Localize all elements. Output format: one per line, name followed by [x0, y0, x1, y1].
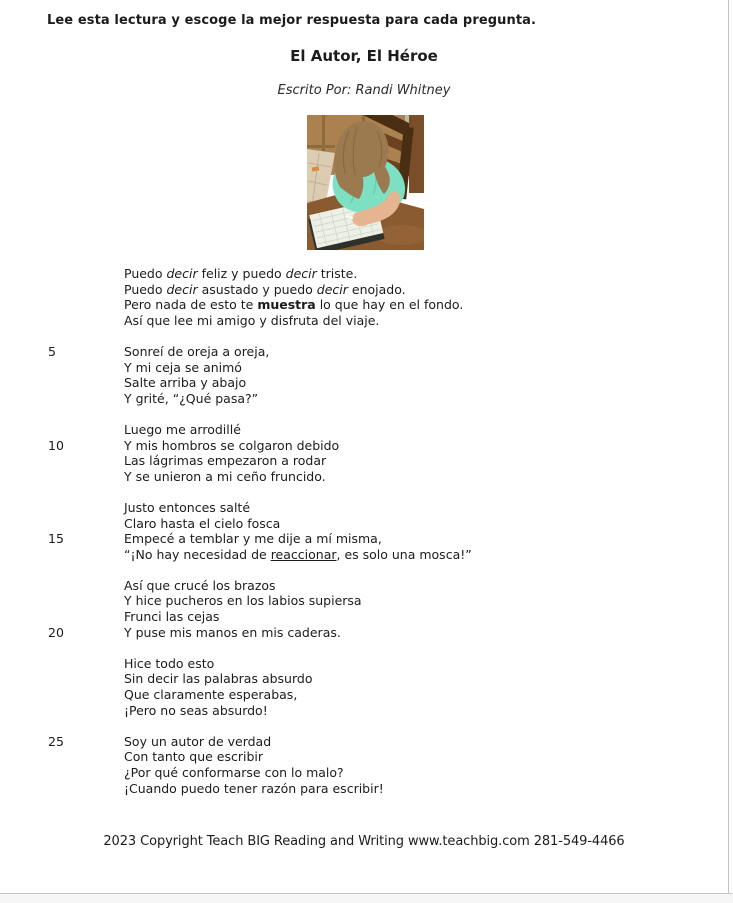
poem-line — [48, 344, 472, 360]
poem-line-text: Y puse mis manos en mis caderas. — [124, 624, 341, 640]
poem-line-text: Justo entonces salté — [124, 499, 251, 515]
poem-line-text: Y mi ceja se animó — [124, 359, 242, 375]
poem-line-text: Puedo decir asustado y puedo decir enojado. — [124, 281, 406, 297]
poem-stanza — [48, 344, 472, 406]
line-number — [48, 360, 124, 376]
poem-line — [48, 687, 472, 703]
poem-line — [48, 609, 472, 625]
poem-line-text: Que claramente esperabas, — [124, 687, 298, 703]
poem-line-text: Hice todo esto — [124, 655, 215, 671]
poem-line — [48, 593, 472, 609]
poem-stanza — [48, 266, 472, 328]
poem-line-text: Pero nada de esto te muestra lo que hay en el fondo. — [124, 297, 464, 313]
line-number: 5 — [48, 343, 56, 359]
poem-line — [48, 313, 472, 329]
poem-line-text: Luego me arrodillé — [124, 421, 241, 437]
poem-line — [48, 266, 472, 282]
line-number — [48, 703, 124, 719]
poem — [48, 266, 472, 812]
line-number: 15 — [48, 531, 64, 547]
poem-line — [48, 734, 472, 750]
line-number — [48, 391, 124, 407]
poem-stanza — [48, 734, 472, 796]
poem-line — [48, 625, 472, 641]
poem-line — [48, 391, 472, 407]
poem-line — [48, 297, 472, 313]
poem-line — [48, 547, 472, 563]
line-number — [48, 578, 124, 594]
passage-title: El Autor, El Héroe — [290, 47, 438, 65]
poem-line-text: “¡No hay necesidad de reaccionar, es solo una mosca!” — [124, 546, 472, 562]
line-number — [48, 469, 124, 485]
poem-line — [48, 282, 472, 298]
line-number — [48, 500, 124, 516]
poem-stanza — [48, 656, 472, 718]
poem-line-text: Sonreí de oreja a oreja, — [124, 343, 270, 359]
poem-line-text: Salte arriba y abajo — [124, 375, 247, 391]
line-number — [48, 516, 124, 532]
poem-line — [48, 749, 472, 765]
poem-line — [48, 671, 472, 687]
poem-stanza — [48, 500, 472, 562]
poem-line-text: ¡Pero no seas absurdo! — [124, 702, 268, 718]
poem-line — [48, 438, 472, 454]
line-number — [48, 749, 124, 765]
author-byline: Escrito Por: Randi Whitney — [277, 83, 451, 98]
poem-line — [48, 656, 472, 672]
line-number — [48, 765, 124, 781]
poem-line-text: Sin decir las palabras absurdo — [124, 671, 313, 687]
line-number — [48, 453, 124, 469]
poem-line-text: Puedo decir feliz y puedo decir triste. — [124, 266, 358, 281]
line-number — [48, 656, 124, 672]
poem-line — [48, 422, 472, 438]
poem-line-text: Y mis hombros se colgaron debido — [124, 437, 340, 453]
poem-line-text: Empecé a temblar y me dije a mí misma, — [124, 531, 382, 547]
line-number — [48, 593, 124, 609]
poem-line — [48, 469, 472, 485]
instruction-text: Lee esta lectura y escoge la mejor respuesta para cada pregunta. — [47, 13, 537, 28]
line-number — [48, 547, 124, 563]
poem-line-text: ¿Por qué conformarse con lo malo? — [124, 765, 344, 780]
line-number: 25 — [48, 733, 64, 749]
poem-line — [48, 453, 472, 469]
line-number: 10 — [48, 437, 64, 453]
line-number — [48, 313, 124, 329]
poem-line-text: ¡Cuando puedo tener razón para escribir! — [124, 780, 384, 796]
line-number — [48, 375, 124, 391]
poem-line — [48, 516, 472, 532]
poem-line-text: Con tanto que escribir — [124, 749, 264, 765]
poem-line — [48, 500, 472, 516]
line-number — [48, 266, 124, 282]
copyright-footer: 2023 Copyright Teach BIG Reading and Writing www.teachbig.com 281-549-4466 — [103, 834, 625, 849]
line-number — [48, 282, 124, 298]
line-number — [48, 687, 124, 703]
poem-line — [48, 578, 472, 594]
poem-stanza — [48, 578, 472, 640]
horizontal-scrollbar[interactable] — [0, 894, 733, 903]
line-number — [48, 422, 124, 438]
line-number — [48, 781, 124, 797]
line-number — [48, 671, 124, 687]
poem-line — [48, 781, 472, 797]
poem-line — [48, 360, 472, 376]
photo-girl-writing — [307, 115, 424, 250]
poem-line-text: Claro hasta el cielo fosca — [124, 515, 281, 531]
poem-line-text: Frunci las cejas — [124, 609, 220, 625]
poem-line-text: Así que crucé los brazos — [124, 577, 276, 593]
poem-line-text: Así que lee mi amigo y disfruta del viaje. — [124, 312, 380, 328]
line-number — [48, 609, 124, 625]
poem-line — [48, 765, 472, 781]
line-number: 20 — [48, 624, 64, 640]
poem-line — [48, 531, 472, 547]
poem-line-text: Las lágrimas empezaron a rodar — [124, 453, 327, 469]
photo-illustration — [307, 115, 424, 250]
poem-line — [48, 375, 472, 391]
poem-stanza — [48, 422, 472, 484]
poem-line — [48, 703, 472, 719]
poem-line-text: Y hice pucheros en los labios supiersa — [124, 593, 362, 609]
line-number — [48, 297, 124, 313]
poem-line-text: Soy un autor de verdad — [124, 733, 272, 749]
poem-line-text: Y grité, “¿Qué pasa?” — [124, 390, 259, 406]
poem-line-text: Y se unieron a mi ceño fruncido. — [124, 468, 326, 484]
